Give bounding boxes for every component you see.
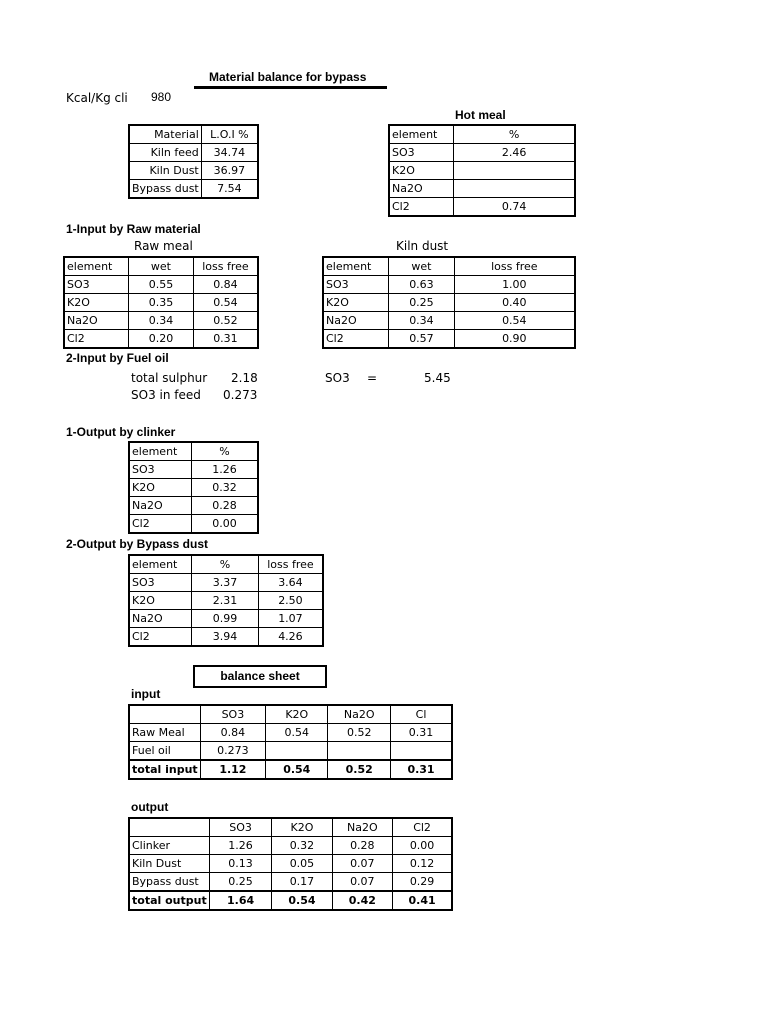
- table-row: [129, 742, 452, 761]
- table-header-row: [323, 257, 575, 276]
- table-cell: 0.74: [454, 198, 575, 217]
- table-cell: K2O: [129, 592, 192, 610]
- table-row: [389, 180, 575, 198]
- table-cell: Na2O: [328, 705, 391, 724]
- table-cell: 0.12: [393, 855, 452, 873]
- table-cell: Na2O: [389, 180, 454, 198]
- balance-output-table: [128, 817, 453, 911]
- table-cell: 0.54: [454, 312, 575, 330]
- table-cell: [266, 742, 328, 761]
- table-cell: wet: [389, 257, 454, 276]
- table-cell: 0.42: [332, 891, 393, 910]
- table-cell: 0.31: [391, 760, 452, 779]
- table-cell: 0.34: [389, 312, 454, 330]
- table-cell: 0.52: [328, 760, 391, 779]
- table-cell: [328, 742, 391, 761]
- table-cell: Na2O: [129, 610, 192, 628]
- table-cell: 0.57: [389, 330, 454, 349]
- hot-meal-table: [388, 124, 576, 217]
- table-cell: 0.00: [192, 515, 258, 534]
- so3-feed-value: 0.273: [223, 388, 258, 402]
- table-cell: 0.84: [200, 724, 265, 742]
- table-cell: Na2O: [129, 497, 192, 515]
- table-row: [129, 162, 258, 180]
- table-cell: 34.74: [201, 144, 258, 162]
- kcal-value: 980: [151, 90, 172, 104]
- table-cell: %: [192, 555, 259, 574]
- table-row: [129, 144, 258, 162]
- table-cell: Na2O: [64, 312, 129, 330]
- table-cell: loss free: [193, 257, 258, 276]
- table-cell: [391, 742, 452, 761]
- table-cell: K2O: [64, 294, 129, 312]
- balance-input-table: [128, 704, 453, 780]
- table-row: [389, 144, 575, 162]
- table-row: [129, 479, 258, 497]
- table-cell: L.O.I %: [201, 125, 258, 144]
- raw-meal-label: Raw meal: [134, 239, 193, 253]
- table-cell: 0.25: [209, 873, 272, 892]
- table-row: [64, 330, 258, 349]
- table-row: [129, 724, 452, 742]
- table-cell: total output: [129, 891, 209, 910]
- output-clinker-title: 1-Output by clinker: [66, 425, 176, 439]
- output-bypass-title: 2-Output by Bypass dust: [66, 537, 209, 551]
- table-cell: 2.46: [454, 144, 575, 162]
- raw-meal-table: [63, 256, 259, 349]
- table-row: [129, 574, 323, 592]
- table-cell: 0.05: [272, 855, 332, 873]
- table-row: [129, 837, 452, 855]
- table-cell: Cl2: [129, 515, 192, 534]
- table-cell: 0.54: [272, 891, 332, 910]
- table-cell: 1.12: [200, 760, 265, 779]
- table-cell: Cl2: [323, 330, 389, 349]
- table-cell: 1.26: [192, 461, 258, 479]
- section-input-raw-title: 1-Input by Raw material: [66, 222, 201, 236]
- page-title: Material balance for bypass: [209, 70, 367, 84]
- table-header-row: [129, 818, 452, 837]
- table-cell: 0.55: [129, 276, 194, 294]
- table-cell: 1.26: [209, 837, 272, 855]
- table-cell: 0.31: [391, 724, 452, 742]
- title-underline: [194, 86, 387, 89]
- table-cell: 0.28: [332, 837, 393, 855]
- table-cell: 3.37: [192, 574, 259, 592]
- table-row: [323, 330, 575, 349]
- table-cell: 3.94: [192, 628, 259, 647]
- table-cell: SO3: [64, 276, 129, 294]
- table-cell: loss free: [454, 257, 575, 276]
- table-cell: 0.54: [266, 760, 328, 779]
- table-header-row: [129, 555, 323, 574]
- table-cell: SO3: [129, 574, 192, 592]
- table-cell: Clinker: [129, 837, 209, 855]
- material-loi-table: [128, 124, 259, 199]
- table-cell: 0.34: [129, 312, 194, 330]
- table-cell: 0.40: [454, 294, 575, 312]
- table-cell: 0.54: [266, 724, 328, 742]
- table-cell: K2O: [323, 294, 389, 312]
- kcal-label: Kcal/Kg cli: [66, 91, 128, 105]
- table-cell: [454, 180, 575, 198]
- table-cell: wet: [129, 257, 194, 276]
- table-cell: 0.273: [200, 742, 265, 761]
- table-cell: 2.31: [192, 592, 259, 610]
- total-sulphur-label: total sulphur: [131, 371, 208, 385]
- table-cell: 0.17: [272, 873, 332, 892]
- table-cell: SO3: [200, 705, 265, 724]
- table-cell: Material: [129, 125, 201, 144]
- table-cell: Bypass dust: [129, 873, 209, 892]
- table-cell: 0.13: [209, 855, 272, 873]
- table-cell: 0.35: [129, 294, 194, 312]
- table-row: [64, 276, 258, 294]
- table-cell: total input: [129, 760, 200, 779]
- table-cell: 0.25: [389, 294, 454, 312]
- table-cell: 0.28: [192, 497, 258, 515]
- clinker-output-table: [128, 441, 259, 534]
- table-row: [129, 497, 258, 515]
- table-cell: Cl: [391, 705, 452, 724]
- table-row: [64, 312, 258, 330]
- table-cell: K2O: [129, 479, 192, 497]
- table-cell: 4.26: [258, 628, 323, 647]
- table-cell: 0.29: [393, 873, 452, 892]
- table-cell: 0.52: [328, 724, 391, 742]
- so3-value: 5.45: [424, 371, 451, 385]
- table-row: [129, 461, 258, 479]
- table-cell: 0.20: [129, 330, 194, 349]
- table-cell: 1.00: [454, 276, 575, 294]
- table-cell: 2.50: [258, 592, 323, 610]
- table-cell: 0.54: [193, 294, 258, 312]
- table-cell: element: [389, 125, 454, 144]
- table-cell: Bypass dust: [129, 180, 201, 199]
- so3-feed-label: SO3 in feed: [131, 388, 201, 402]
- table-cell: Cl2: [129, 628, 192, 647]
- bypass-output-table: [128, 554, 324, 647]
- kiln-dust-table: [322, 256, 576, 349]
- table-cell: SO3: [323, 276, 389, 294]
- table-cell: SO3: [129, 461, 192, 479]
- table-row: [323, 276, 575, 294]
- table-row: [129, 610, 323, 628]
- table-cell: Na2O: [323, 312, 389, 330]
- table-cell: Kiln Dust: [129, 855, 209, 873]
- table-cell: 0.90: [454, 330, 575, 349]
- balance-sheet-title: balance sheet: [193, 665, 327, 688]
- table-cell: 0.52: [193, 312, 258, 330]
- table-header-row: [389, 125, 575, 144]
- table-cell: 0.07: [332, 855, 393, 873]
- table-cell: [454, 162, 575, 180]
- table-total-row: [129, 760, 452, 779]
- table-cell: 36.97: [201, 162, 258, 180]
- table-row: [389, 198, 575, 217]
- table-cell: 3.64: [258, 574, 323, 592]
- table-header-row: [129, 705, 452, 724]
- table-cell: Kiln feed: [129, 144, 201, 162]
- table-header-row: [64, 257, 258, 276]
- table-row: [129, 592, 323, 610]
- table-cell: 7.54: [201, 180, 258, 199]
- table-cell: Na2O: [332, 818, 393, 837]
- table-row: [129, 873, 452, 892]
- table-cell: 0.41: [393, 891, 452, 910]
- table-cell: element: [129, 442, 192, 461]
- table-cell: Fuel oil: [129, 742, 200, 761]
- table-cell: %: [192, 442, 258, 461]
- table-row: [64, 294, 258, 312]
- table-cell: Kiln Dust: [129, 162, 201, 180]
- table-cell: 0.99: [192, 610, 259, 628]
- table-cell: K2O: [266, 705, 328, 724]
- table-cell: 0.84: [193, 276, 258, 294]
- table-cell: element: [129, 555, 192, 574]
- table-cell: Raw Meal: [129, 724, 200, 742]
- table-header-row: [129, 125, 258, 144]
- table-row: [129, 180, 258, 199]
- table-row: [389, 162, 575, 180]
- so3-label: SO3: [325, 371, 350, 385]
- table-row: [129, 855, 452, 873]
- table-cell: 0.00: [393, 837, 452, 855]
- table-row: [323, 312, 575, 330]
- table-cell: Cl2: [393, 818, 452, 837]
- kiln-dust-label: Kiln dust: [396, 239, 449, 253]
- table-cell: SO3: [209, 818, 272, 837]
- table-row: [323, 294, 575, 312]
- table-cell: element: [64, 257, 129, 276]
- table-header-row: [129, 442, 258, 461]
- table-cell: element: [323, 257, 389, 276]
- table-cell: K2O: [389, 162, 454, 180]
- table-cell: SO3: [389, 144, 454, 162]
- total-sulphur-value: 2.18: [231, 371, 258, 385]
- table-cell: 0.31: [193, 330, 258, 349]
- table-cell: 1.64: [209, 891, 272, 910]
- balance-input-label: input: [131, 687, 161, 701]
- equals-sign: =: [367, 371, 378, 385]
- balance-output-label: output: [131, 800, 169, 814]
- table-cell: K2O: [272, 818, 332, 837]
- table-cell: 1.07: [258, 610, 323, 628]
- table-row: [129, 515, 258, 534]
- table-total-row: [129, 891, 452, 910]
- table-cell: Cl2: [64, 330, 129, 349]
- table-cell: 0.32: [192, 479, 258, 497]
- table-cell: [129, 818, 209, 837]
- table-cell: loss free: [258, 555, 323, 574]
- table-cell: Cl2: [389, 198, 454, 217]
- hot-meal-title: Hot meal: [455, 108, 506, 122]
- table-cell: 0.32: [272, 837, 332, 855]
- table-cell: 0.63: [389, 276, 454, 294]
- table-row: [129, 628, 323, 647]
- section-input-fuel-title: 2-Input by Fuel oil: [66, 351, 169, 365]
- table-cell: [129, 705, 200, 724]
- table-cell: %: [454, 125, 575, 144]
- table-cell: 0.07: [332, 873, 393, 892]
